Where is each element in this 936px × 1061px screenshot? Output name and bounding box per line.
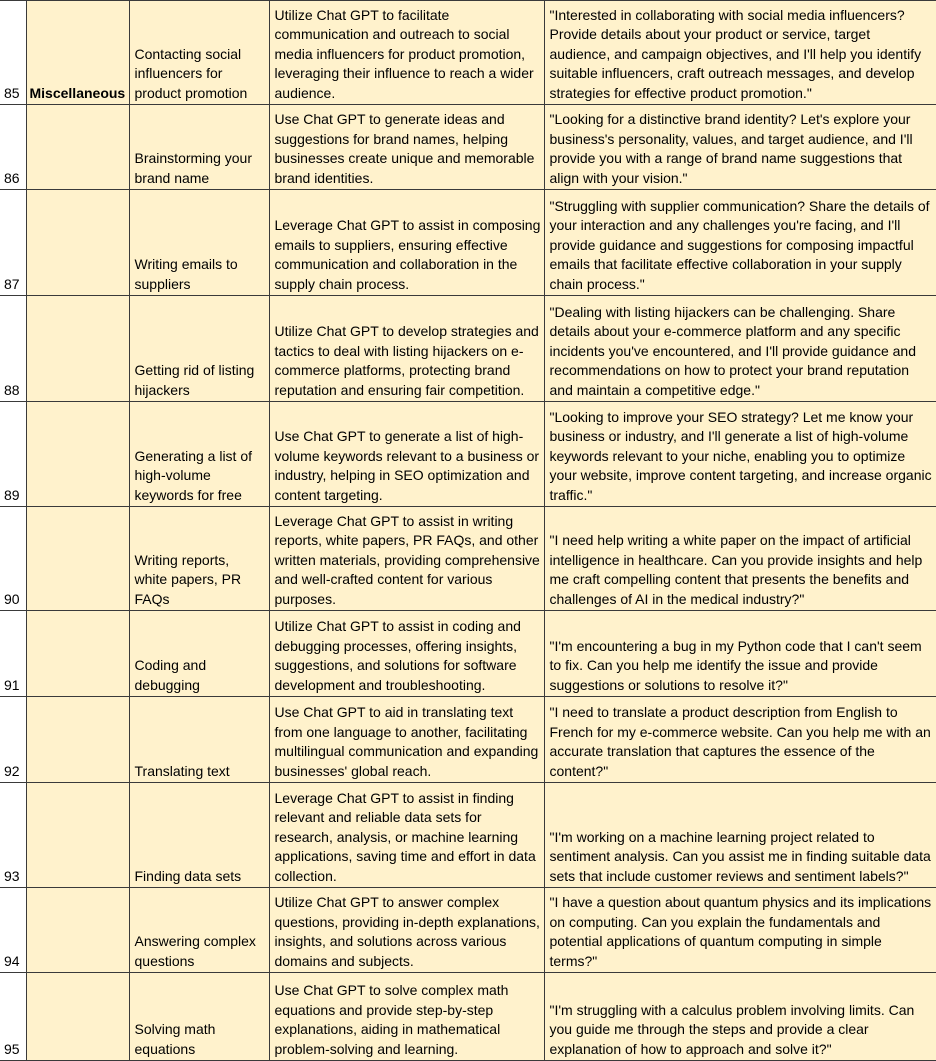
task-cell[interactable]: Writing reports, white papers, PR FAQs	[129, 507, 269, 611]
description-cell[interactable]: Leverage Chat GPT to assist in composing emails to suppliers, ensuring effective communication and collaboration in the supply chain process.	[269, 190, 544, 296]
row-number[interactable]: 88	[0, 296, 26, 402]
row-number[interactable]: 89	[0, 402, 26, 507]
task-cell[interactable]: Contacting social influencers for product promotion	[129, 1, 269, 105]
table-row	[0, 888, 936, 973]
category-cell[interactable]	[26, 190, 129, 296]
task-cell[interactable]: Finding data sets	[129, 783, 269, 888]
prompt-cell[interactable]: "I'm working on a machine learning project related to sentiment analysis. Can you assist me in finding suitable data sets that include customer reviews and sentiment labels?"	[544, 783, 936, 888]
prompt-cell[interactable]: "Dealing with listing hijackers can be challenging. Share details about your e-commerce platform and any specific incidents you've encountered, and I'll provide guidance and recommendations on how to protect your brand reputation and maintain a competitive edge."	[544, 296, 936, 402]
category-cell[interactable]	[26, 888, 129, 973]
prompt-cell[interactable]: "Interested in collaborating with social media influencers? Provide details about your product or service, target audience, and campaign objectives, and I'll help you identify suitable influencers, craft outreach messages, and develop strategies for effective product promotion."	[544, 1, 936, 105]
description-cell[interactable]: Leverage Chat GPT to assist in writing reports, white papers, PR FAQs, and other written materials, providing comprehensive and well-crafted content for various purposes.	[269, 507, 544, 611]
row-number[interactable]: 93	[0, 783, 26, 888]
prompt-cell[interactable]: "I'm encountering a bug in my Python code that I can't seem to fix. Can you help me identify the issue and provide suggestions or solutions to resolve it?"	[544, 611, 936, 697]
row-number[interactable]: 95	[0, 973, 26, 1061]
task-cell[interactable]: Solving math equations	[129, 973, 269, 1061]
table-row	[0, 973, 936, 1061]
prompt-cell[interactable]: "I need help writing a white paper on the impact of artificial intelligence in healthcare. Can you provide insights and help me craft compelling content that presents the benefits and challenges of AI in the medical industry?"	[544, 507, 936, 611]
table-row	[0, 190, 936, 296]
description-cell[interactable]: Utilize Chat GPT to answer complex questions, providing in-depth explanations, insights, and solutions across various domains and subjects.	[269, 888, 544, 973]
category-cell[interactable]	[26, 296, 129, 402]
table-row	[0, 507, 936, 611]
description-cell[interactable]: Utilize Chat GPT to assist in coding and debugging processes, offering insights, suggestions, and solutions for software development and troubleshooting.	[269, 611, 544, 697]
task-cell[interactable]: Getting rid of listing hijackers	[129, 296, 269, 402]
row-number[interactable]: 91	[0, 611, 26, 697]
spreadsheet-body	[0, 1, 936, 1061]
description-cell[interactable]: Use Chat GPT to aid in translating text from one language to another, facilitating multilingual communication and expanding businesses' global reach.	[269, 697, 544, 783]
category-cell[interactable]	[26, 697, 129, 783]
row-number[interactable]: 94	[0, 888, 26, 973]
description-cell[interactable]: Use Chat GPT to solve complex math equations and provide step-by-step explanations, aiding in mathematical problem-solving and learning.	[269, 973, 544, 1061]
category-cell[interactable]	[26, 105, 129, 190]
category-cell[interactable]	[26, 973, 129, 1061]
description-cell[interactable]: Leverage Chat GPT to assist in finding relevant and reliable data sets for research, analysis, or machine learning applications, saving time and effort in data collection.	[269, 783, 544, 888]
task-cell[interactable]: Coding and debugging	[129, 611, 269, 697]
table-row	[0, 105, 936, 190]
description-cell[interactable]: Use Chat GPT to generate ideas and suggestions for brand names, helping businesses create unique and memorable brand identities.	[269, 105, 544, 190]
category-cell[interactable]	[26, 507, 129, 611]
task-cell[interactable]: Answering complex questions	[129, 888, 269, 973]
prompt-cell[interactable]: "Looking to improve your SEO strategy? Let me know your business or industry, and I'll generate a list of high-volume keywords relevant to your niche, enabling you to optimize your website, improve content targeting, and increase organic traffic."	[544, 402, 936, 507]
table-row	[0, 611, 936, 697]
table-row	[0, 697, 936, 783]
prompt-cell[interactable]: "I'm struggling with a calculus problem involving limits. Can you guide me through the steps and provide a clear explanation of how to approach and solve it?"	[544, 973, 936, 1061]
description-cell[interactable]: Use Chat GPT to generate a list of high-volume keywords relevant to a business or industry, helping in SEO optimization and content targeting.	[269, 402, 544, 507]
category-cell[interactable]	[26, 402, 129, 507]
task-cell[interactable]: Generating a list of high-volume keywords for free	[129, 402, 269, 507]
table-row	[0, 1, 936, 105]
row-number[interactable]: 85	[0, 1, 26, 105]
task-cell[interactable]: Writing emails to suppliers	[129, 190, 269, 296]
row-number[interactable]: 90	[0, 507, 26, 611]
task-cell[interactable]: Translating text	[129, 697, 269, 783]
category-cell[interactable]	[26, 611, 129, 697]
table-row	[0, 296, 936, 402]
description-cell[interactable]: Utilize Chat GPT to facilitate communication and outreach to social media influencers for product promotion, leveraging their influence to reach a wider audience.	[269, 1, 544, 105]
table-row	[0, 783, 936, 888]
category-cell[interactable]: Miscellaneous	[26, 1, 129, 105]
row-number[interactable]: 86	[0, 105, 26, 190]
row-number[interactable]: 92	[0, 697, 26, 783]
prompt-cell[interactable]: "I need to translate a product description from English to French for my e-commerce website. Can you help me with an accurate translation that captures the essence of the content?"	[544, 697, 936, 783]
prompt-cell[interactable]: "Struggling with supplier communication? Share the details of your interaction and any challenges you're facing, and I'll provide guidance and suggestions for composing impactful emails that facilitate effective collaboration in your supply chain process."	[544, 190, 936, 296]
task-cell[interactable]: Brainstorming your brand name	[129, 105, 269, 190]
row-number[interactable]: 87	[0, 190, 26, 296]
table-row	[0, 402, 936, 507]
prompt-cell[interactable]: "Looking for a distinctive brand identity? Let's explore your business's personality, values, and target audience, and I'll provide you with a range of brand name suggestions that align with your vision."	[544, 105, 936, 190]
prompt-cell[interactable]: "I have a question about quantum physics and its implications on computing. Can you explain the fundamentals and potential applications of quantum computing in simple terms?"	[544, 888, 936, 973]
description-cell[interactable]: Utilize Chat GPT to develop strategies and tactics to deal with listing hijackers on e-commerce platforms, protecting brand reputation and ensuring fair competition.	[269, 296, 544, 402]
category-cell[interactable]	[26, 783, 129, 888]
